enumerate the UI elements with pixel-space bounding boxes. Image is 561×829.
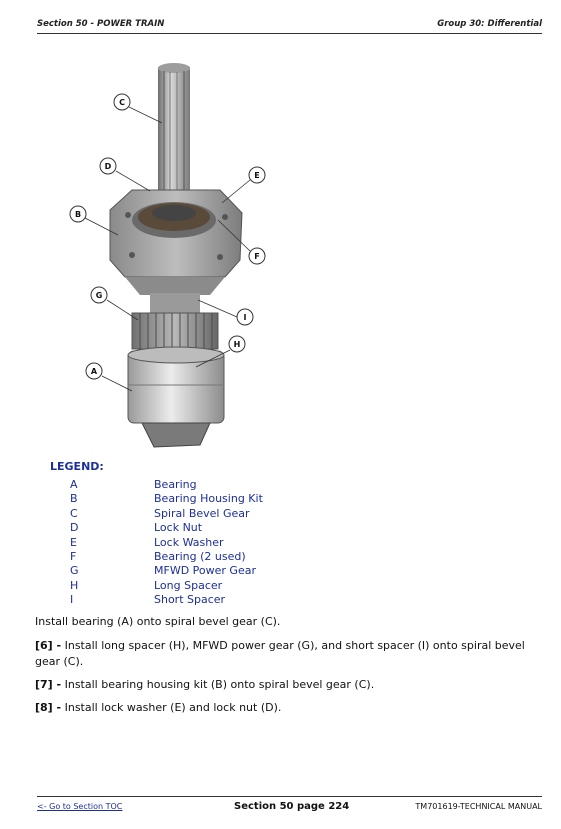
mfwd-power-gear [132,313,218,349]
callout-e [249,167,265,183]
legend-letter: C [70,506,78,520]
svg-text:B: B [74,210,82,219]
legend-letter: I [70,593,74,607]
legend-item [70,550,370,564]
svg-text:F: F [254,252,260,261]
step-7-number: [7] - [35,678,62,691]
callout-d [100,158,116,174]
bearing-housing [110,190,242,295]
callout-h [229,336,245,352]
callout-i [237,309,253,325]
svg-text:D: D [104,162,112,171]
legend-desc: MFWD Power Gear [154,564,256,578]
step-8 [35,700,547,716]
step-6 [35,638,547,669]
page-number: Section 50 page 224 [234,801,350,812]
legend-desc: Long Spacer [154,578,223,592]
intro-step: Install bearing (A) onto spiral bevel gear (C). [35,615,281,628]
legend-letter: H [70,578,79,592]
step-6-text: Install long spacer (H), MFWD power gear (G), and short spacer (I) onto spiral bevel gear (C). [35,639,525,668]
legend-item [70,564,370,578]
callout-g [91,287,107,303]
page-header [37,17,542,34]
legend-letter: D [70,521,79,535]
legend-letter: F [70,549,77,563]
callout-c [114,94,130,110]
legend-item [70,536,370,550]
svg-text:H: H [233,340,241,349]
legend [70,478,370,608]
legend-letter: A [70,478,78,491]
step-7-text: Install bearing housing kit (B) onto spiral bevel gear (C). [64,678,375,691]
legend-letter: E [70,535,77,549]
svg-text:I: I [243,313,247,322]
bearing-a [128,347,224,423]
svg-text:A: A [90,367,98,376]
splined-shaft [158,63,190,195]
legend-item [70,579,370,593]
callout-b [70,206,86,222]
step-8-number: [8] - [35,701,62,714]
gear-assembly-figure [50,55,310,455]
legend-letter: B [70,492,78,506]
legend-title: LEGEND: [50,460,104,473]
callout-f [249,248,265,264]
page-footer [37,796,542,817]
legend-desc: Lock Nut [154,521,203,535]
legend-item [70,521,370,535]
legend-desc: Short Spacer [154,593,226,607]
legend-desc: Bearing Housing Kit [154,492,263,506]
manual-id: TM701619-TECHNICAL MANUAL [415,802,542,811]
spiral-bevel-gear-teeth [142,423,210,447]
legend-item [70,507,370,521]
legend-item [70,478,370,492]
group-title: Group 30: Differential [437,19,542,29]
step-6-number: [6] - [35,639,62,652]
callout-a [86,363,102,379]
legend-item [70,492,370,506]
step-8-text: Install lock washer (E) and lock nut (D). [64,701,282,714]
go-to-section-toc-link[interactable]: <- Go to Section TOC [37,802,123,811]
gear-assembly-illustration [50,55,310,455]
legend-desc: Lock Washer [154,535,224,549]
legend-desc: Bearing (2 used) [154,549,246,563]
legend-letter: G [70,564,79,578]
svg-text:C: C [119,98,125,107]
legend-desc: Spiral Bevel Gear [154,506,250,520]
svg-text:E: E [254,171,260,180]
legend-item [70,593,370,607]
svg-text:G: G [95,291,103,300]
step-7 [35,677,547,693]
legend-desc: Bearing [154,478,197,491]
section-title: Section 50 - POWER TRAIN [37,19,165,29]
